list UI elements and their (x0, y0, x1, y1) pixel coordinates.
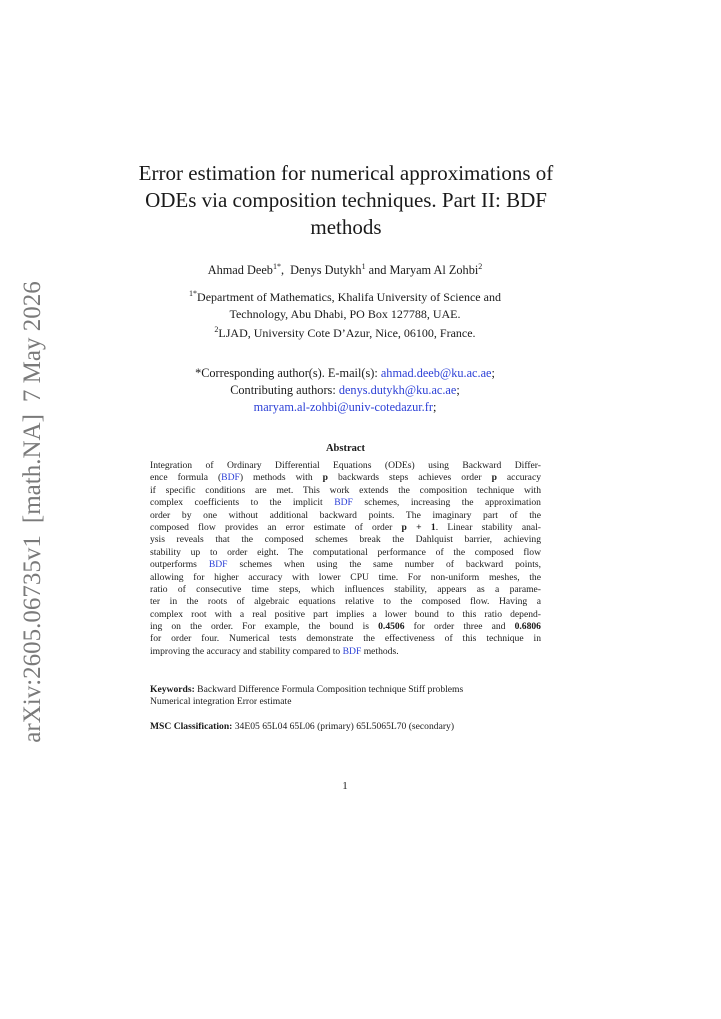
text: schemes when using the same number of backward points, (227, 559, 541, 571)
author-affil-mark: 2 (478, 262, 483, 271)
page-number: 1 (342, 780, 348, 792)
math-expression: p + 1 (401, 521, 436, 533)
punct: ; (456, 383, 460, 397)
author-name: Denys Dutykh (290, 263, 362, 278)
author-list (120, 262, 570, 278)
text: schemes, increasing the approximation (352, 497, 541, 509)
author-separator: and (365, 263, 390, 278)
abstract-line: complex root with a real positive part implies a lower bound to this ratio depend- (150, 608, 541, 620)
keywords-label: Keywords: (150, 684, 195, 695)
abstract-line: allowing for higher accuracy with lower CPU time. For non-uniform meshes, the (150, 571, 541, 583)
bold-value: 0.6806 (514, 621, 541, 633)
contrib-label: Contributing authors: (230, 383, 339, 397)
text: methods. (361, 645, 399, 657)
abstract-line: ysis reveals that the composed schemes break the Dahlquist barrier, achieving (150, 534, 541, 546)
text: outperforms (150, 559, 209, 571)
text: improving the accuracy and stability compared to (150, 645, 343, 657)
text: accuracy (496, 472, 541, 484)
text: for order three and (404, 621, 515, 633)
acronym-link[interactable]: BDF (208, 559, 228, 571)
keywords-line (150, 684, 541, 696)
text: ing on the order. For example, the bound is (150, 621, 379, 633)
paper-title (130, 160, 562, 241)
author-name: Ahmad Deeb (207, 263, 273, 278)
abstract-line: order by one without additional backward points. The imaginary part of the (150, 509, 541, 521)
abstract-line: for order four. Numerical tests demonstrate the effectiveness of this technique in (150, 633, 541, 645)
acronym-link[interactable]: BDF (334, 497, 353, 509)
arxiv-id: arXiv:2605.06735v1 (19, 535, 46, 743)
title-line: methods (310, 215, 382, 239)
contributing-authors (120, 382, 570, 399)
affil-text: Department of Mathematics, Khalifa University of Science and (197, 290, 501, 304)
abstract-body (150, 460, 541, 658)
text: . Linear stability anal- (435, 521, 541, 533)
email-link[interactable]: maryam.al-zohbi@univ-cotedazur.fr (253, 400, 433, 414)
punct: ; (491, 366, 495, 380)
keywords-text: Backward Difference Formula Composition technique Stiff problems (194, 684, 464, 695)
email-link[interactable]: denys.dutykh@ku.ac.ae (338, 383, 457, 397)
title-line: Error estimation for numerical approximations of (138, 161, 554, 185)
abstract-line (150, 559, 541, 571)
affil-mark: 1* (189, 289, 198, 298)
author-affil-mark: 1 (361, 262, 366, 271)
abstract-line (150, 497, 541, 509)
affil-text: LJAD, University Cote D’Azur, Nice, 06100, France. (218, 326, 476, 340)
email-link[interactable]: ahmad.deeb@ku.ac.ae (380, 366, 492, 380)
abstract-line: Integration of Ordinary Differential Equations (ODEs) using Backward Differ- (150, 460, 541, 471)
arxiv-sidebar-stamp (19, 281, 47, 742)
title-line: ODEs via composition techniques. Part II: BDF (145, 188, 547, 212)
arxiv-category: [math.NA] (19, 414, 46, 524)
abstract-heading: Abstract (325, 443, 366, 454)
corresponding-author (120, 365, 570, 382)
text: composed flow provides an error estimate of order (150, 521, 402, 533)
affiliations (120, 286, 570, 342)
author-affil-mark: 1* (272, 262, 281, 271)
text: complex coefficients to the implicit (150, 497, 335, 509)
affiliation-2 (120, 322, 570, 342)
math-symbol: p (491, 472, 497, 484)
arxiv-date: 7 May 2026 (19, 281, 46, 403)
abstract-line (150, 472, 541, 484)
msc-classification (150, 721, 541, 732)
abstract-line (150, 621, 541, 633)
abstract-line (150, 646, 541, 658)
author-name: Maryam Al Zohbi (389, 263, 479, 278)
text: ) methods with (239, 472, 323, 484)
contributing-authors-cont (120, 399, 570, 416)
corr-label: *Corresponding author(s). E-mail(s): (195, 366, 381, 380)
affil-mark: 2 (214, 325, 219, 334)
text: ence formula ( (150, 472, 222, 484)
abstract-line: ratio of consecutive time steps, which influences stability, appears as a parame- (150, 583, 541, 595)
abstract-line: stability up to order eight. The computational performance of the composed flow (150, 546, 541, 558)
msc-label: MSC Classification: (150, 721, 233, 732)
keywords (150, 684, 541, 708)
abstract-line (150, 522, 541, 534)
affiliation-1-cont: Technology, Abu Dhabi, PO Box 127788, UAE. (229, 306, 461, 321)
bold-value: 0.4506 (378, 621, 405, 633)
acronym-link[interactable]: BDF (221, 472, 240, 484)
text: backwards steps achieves order (328, 472, 492, 484)
msc-text: 34E05 65L04 65L06 (primary) 65L5065L70 (secondary) (232, 721, 455, 732)
punct: ; (432, 400, 437, 414)
acronym-link[interactable]: BDF (342, 645, 362, 657)
contact-info (120, 365, 570, 416)
keywords-line: Numerical integration Error estimate (150, 696, 292, 707)
author-separator: , (280, 263, 291, 278)
math-symbol: p (322, 472, 328, 484)
affiliation-1 (120, 286, 570, 306)
abstract-line: if specific conditions are met. This work extends the composition technique with (150, 484, 541, 496)
abstract-line: ter in the roots of algebraic equations relative to the composed flow. Having a (150, 596, 541, 608)
